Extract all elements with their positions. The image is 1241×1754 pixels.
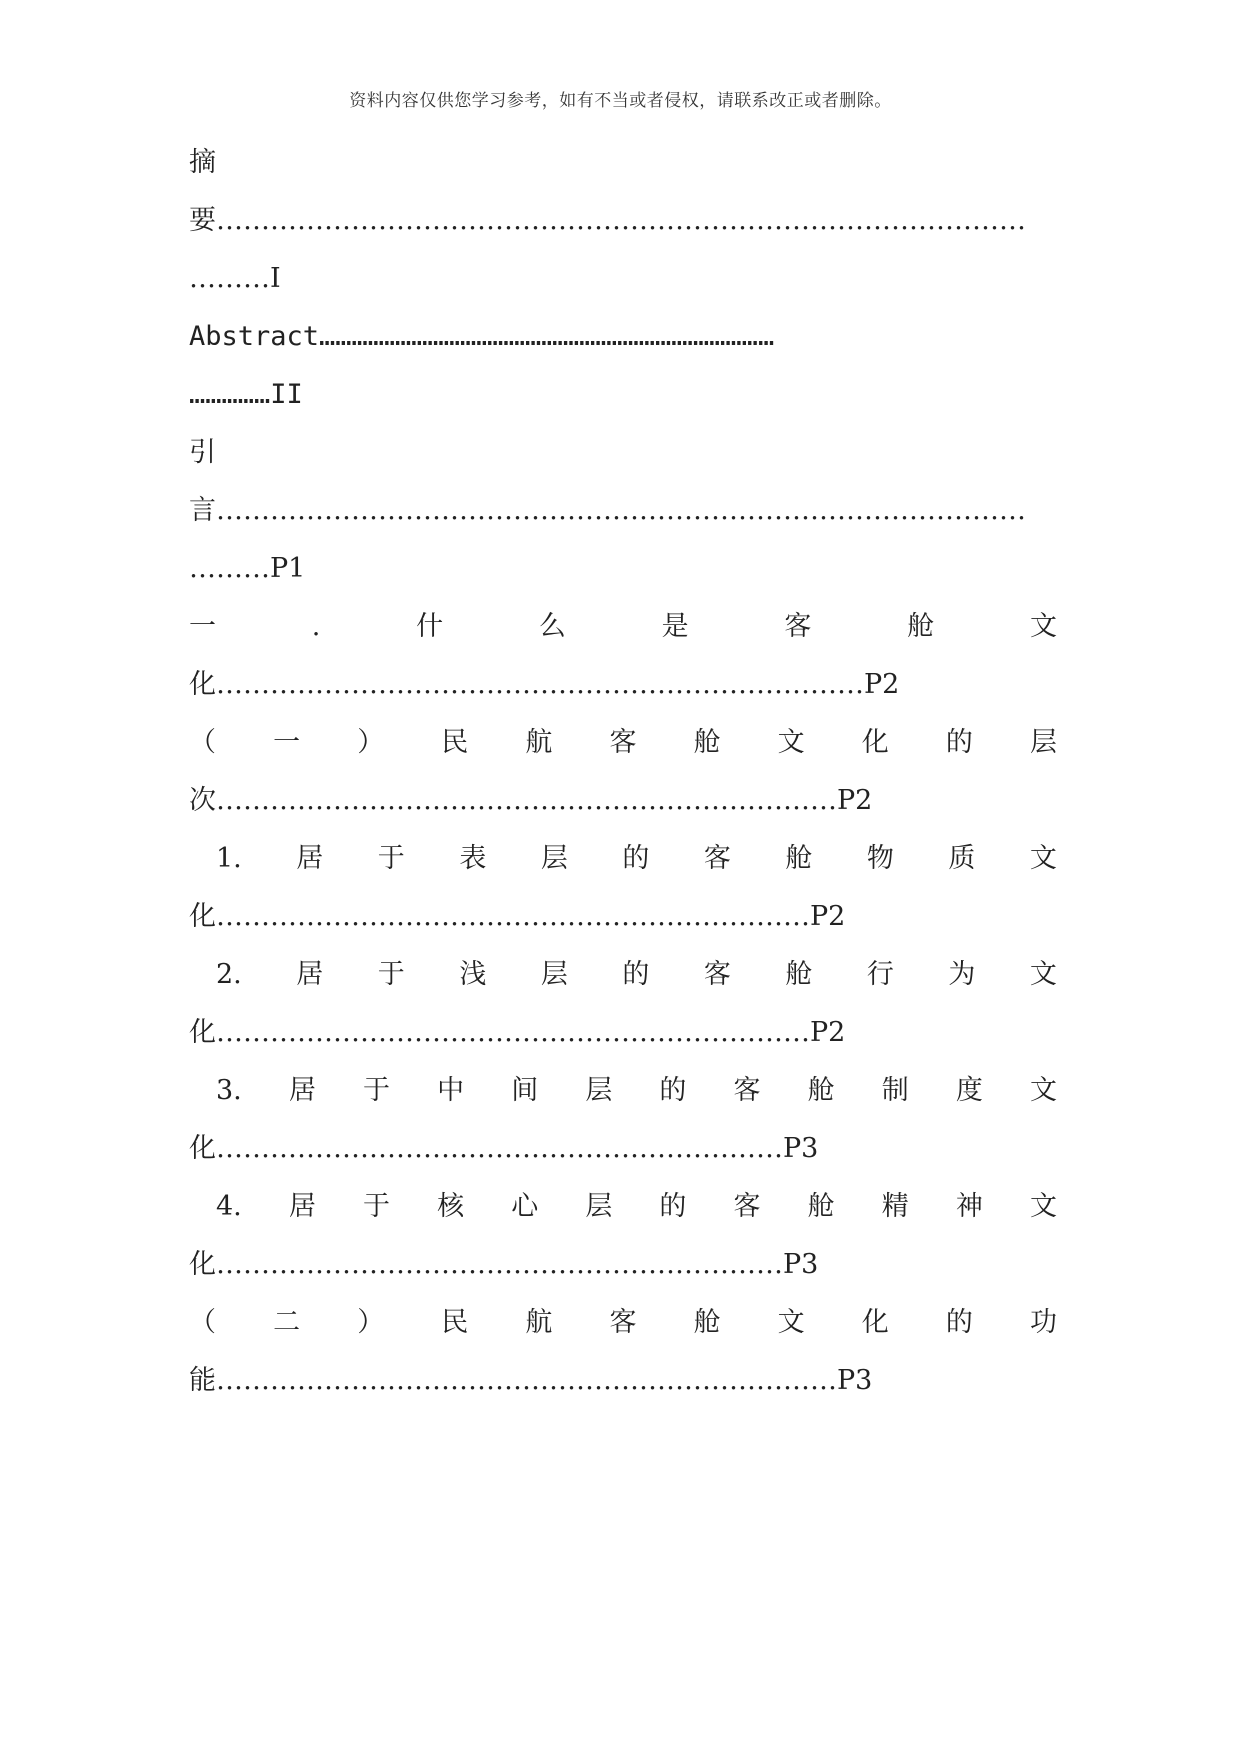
toc-abstract-cn-line2: 要……………………………………………………………………………… <box>189 205 1026 236</box>
toc-item1-tail: 化…………………………………………………………P2 <box>189 901 846 932</box>
toc-item4-tail: 化………………………………………………………P3 <box>189 1249 819 1280</box>
toc-char: 客 <box>703 959 731 990</box>
toc-char: 航 <box>525 727 553 758</box>
toc-char: 舱 <box>807 1191 835 1222</box>
toc-char: 于 <box>362 1191 390 1222</box>
toc-char: 一 <box>273 727 301 758</box>
toc-char: 层 <box>585 1075 613 1106</box>
toc-abstract-en-line1: Abstract………………………………………………………………………… <box>189 321 775 352</box>
toc-char: 于 <box>377 959 405 990</box>
toc-item2-tail: 化…………………………………………………………P2 <box>189 1017 846 1048</box>
toc-chapter1-tail: 化………………………………………………………………P2 <box>189 669 900 700</box>
toc-char: 于 <box>377 843 405 874</box>
toc-char: 质 <box>948 843 976 874</box>
toc-item4-head <box>216 1190 1057 1224</box>
toc-char: 的 <box>622 843 650 874</box>
toc-char: 的 <box>945 727 973 758</box>
toc-char: 居 <box>288 1075 316 1106</box>
toc-char: 文 <box>1029 843 1057 874</box>
toc-char: 客 <box>733 1191 761 1222</box>
toc-char: 文 <box>1029 1075 1057 1106</box>
toc-section2-head <box>189 1306 1057 1340</box>
toc-char: 4. <box>216 1191 242 1222</box>
toc-char: 浅 <box>459 959 487 990</box>
toc-char: 于 <box>362 1075 390 1106</box>
toc-char: 二 <box>273 1307 301 1338</box>
toc-char: 文 <box>1029 611 1057 642</box>
toc-char: （ <box>189 1307 216 1338</box>
toc-abstract-cn-line3: ………I <box>189 263 281 294</box>
toc-char: 民 <box>441 727 469 758</box>
toc-intro-line1: 引 <box>189 437 216 468</box>
toc-char: 层 <box>540 843 568 874</box>
toc-char: 航 <box>525 1307 553 1338</box>
toc-char: 么 <box>538 611 566 642</box>
toc-char: 文 <box>777 1307 805 1338</box>
toc-intro-line2: 言……………………………………………………………………………… <box>189 495 1026 526</box>
toc-char: . <box>311 611 321 642</box>
toc-section1-tail: 次……………………………………………………………P2 <box>189 785 873 816</box>
toc-char: 一 <box>189 611 216 642</box>
toc-char: 舱 <box>785 843 813 874</box>
toc-char: 客 <box>703 843 731 874</box>
toc-item3-tail: 化………………………………………………………P3 <box>189 1133 819 1164</box>
toc-char: 1. <box>216 843 242 874</box>
toc-char: 心 <box>511 1191 539 1222</box>
toc-char: 表 <box>459 843 487 874</box>
toc-char: （ <box>189 727 216 758</box>
toc-char: 舱 <box>785 959 813 990</box>
toc-char: 文 <box>777 727 805 758</box>
toc-item2-head <box>216 958 1057 992</box>
toc-char: 制 <box>881 1075 909 1106</box>
toc-char: 层 <box>1029 727 1057 758</box>
toc-char: 的 <box>945 1307 973 1338</box>
toc-char: 中 <box>437 1075 465 1106</box>
toc-char: 度 <box>955 1075 983 1106</box>
toc-char: 客 <box>784 611 812 642</box>
toc-char: 化 <box>861 727 889 758</box>
toc-char: 层 <box>540 959 568 990</box>
toc-char: 层 <box>585 1191 613 1222</box>
toc-section1-head <box>189 726 1057 760</box>
toc-intro-line3: ………P1 <box>189 553 306 584</box>
toc-char: 民 <box>441 1307 469 1338</box>
toc-char: 居 <box>288 1191 316 1222</box>
toc-char: 3. <box>216 1075 242 1106</box>
toc-char: 居 <box>296 843 324 874</box>
toc-char: 物 <box>866 843 894 874</box>
toc-char: 的 <box>622 959 650 990</box>
toc-char: 是 <box>661 611 689 642</box>
toc-abstract-cn-line1: 摘 <box>189 147 216 178</box>
toc-char: 什 <box>416 611 444 642</box>
toc-char: 的 <box>659 1191 687 1222</box>
toc-char: 功 <box>1029 1307 1057 1338</box>
toc-char: 间 <box>511 1075 539 1106</box>
toc-char: 文 <box>1029 1191 1057 1222</box>
toc-char: 舱 <box>693 1307 721 1338</box>
toc-abstract-en-line2: ……………II <box>189 379 303 410</box>
toc-char: ） <box>357 727 385 758</box>
toc-char: 行 <box>866 959 894 990</box>
toc-char: 的 <box>659 1075 687 1106</box>
header-notice: 资料内容仅供您学习参考，如有不当或者侵权，请联系改正或者删除。 <box>349 91 892 111</box>
toc-char: 精 <box>881 1191 909 1222</box>
toc-section2-tail: 能……………………………………………………………P3 <box>189 1365 873 1396</box>
toc-char: 化 <box>861 1307 889 1338</box>
toc-chapter1-head <box>189 610 1057 644</box>
toc-char: 文 <box>1029 959 1057 990</box>
toc-char: 神 <box>955 1191 983 1222</box>
toc-char: 舱 <box>693 727 721 758</box>
toc-char: 居 <box>296 959 324 990</box>
toc-char: 舱 <box>807 1075 835 1106</box>
toc-char: ） <box>357 1307 385 1338</box>
toc-char: 客 <box>609 1307 637 1338</box>
toc-char: 为 <box>948 959 976 990</box>
toc-item3-head <box>216 1074 1057 1108</box>
toc-char: 核 <box>437 1191 465 1222</box>
toc-item1-head <box>216 842 1057 876</box>
toc-char: 舱 <box>907 611 935 642</box>
toc-char: 客 <box>609 727 637 758</box>
toc-char: 客 <box>733 1075 761 1106</box>
toc-char: 2. <box>216 959 242 990</box>
